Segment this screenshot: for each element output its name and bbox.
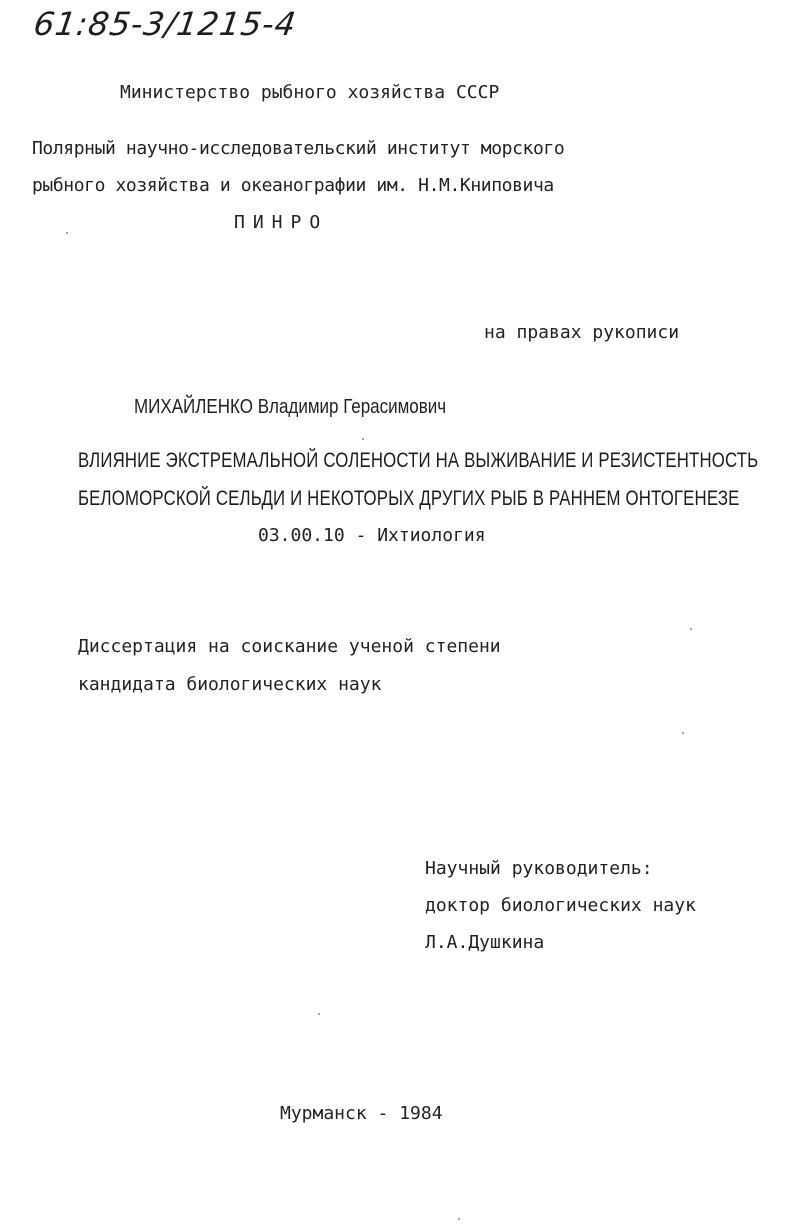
place-and-year: Мурманск - 1984 xyxy=(280,1103,443,1124)
supervisor-label: Научный руководитель: xyxy=(425,858,653,879)
scan-speck xyxy=(458,1218,460,1220)
supervisor-degree: доктор биологических наук xyxy=(425,895,696,916)
scan-speck xyxy=(362,438,364,440)
institute-line-2: рыбного хозяйства и океанографии им. Н.М.Книповича xyxy=(32,175,554,196)
archive-handwritten-mark: 61:85-3/1215-4 xyxy=(31,5,299,43)
scan-speck xyxy=(318,1013,320,1015)
supervisor-name: Л.А.Душкина xyxy=(425,932,545,953)
institute-line-1: Полярный научно-исследовательский институт морского xyxy=(32,138,565,159)
thesis-title-line-1: ВЛИЯНИЕ ЭКСТРЕМАЛЬНОЙ СОЛЕНОСТИ НА ВЫЖИВАНИЕ И РЕЗИСТЕНТНОСТЬ xyxy=(78,449,759,472)
scan-speck xyxy=(682,732,684,734)
specialty-code: 03.00.10 - Ихтиология xyxy=(258,525,486,546)
institute-abbreviation: ПИНРО xyxy=(234,212,329,233)
ministry-line: Министерство рыбного хозяйства СССР xyxy=(120,82,500,103)
thesis-title-line-2: БЕЛОМОРСКОЙ СЕЛЬДИ И НЕКОТОРЫХ ДРУГИХ РЫБ В РАННЕМ ОНТОГЕНЕЗЕ xyxy=(78,487,740,510)
author-name: МИХАЙЛЕНКО Владимир Герасимович xyxy=(134,396,447,418)
scan-speck xyxy=(690,628,692,630)
dissertation-line-2: кандидата биологических наук xyxy=(78,674,382,695)
scan-speck xyxy=(66,232,68,234)
manuscript-rights-note: на правах рукописи xyxy=(484,322,680,343)
dissertation-line-1: Диссертация на соискание ученой степени xyxy=(78,636,501,657)
